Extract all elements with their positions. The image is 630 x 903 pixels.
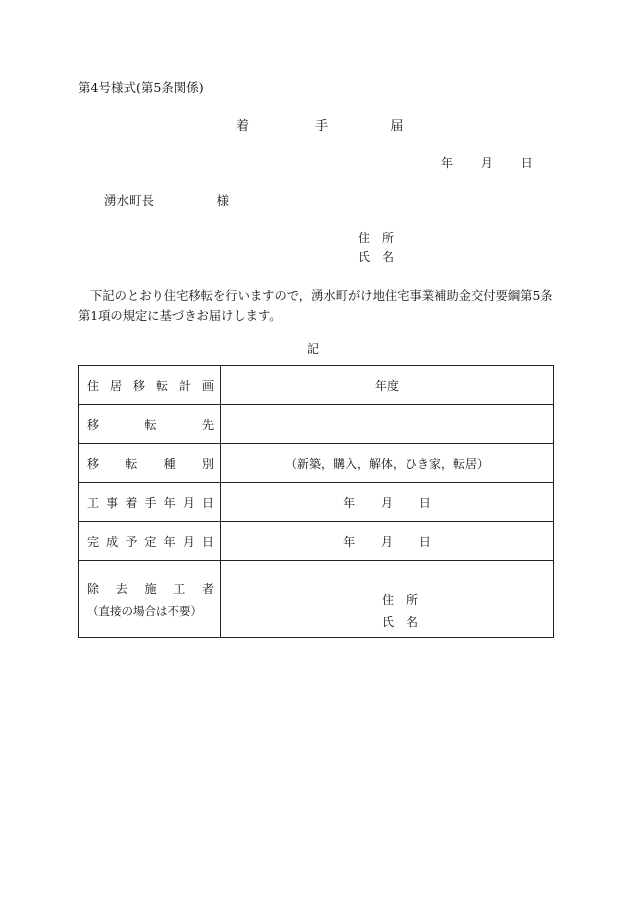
remover-label: 除去施工者 <box>87 581 214 596</box>
table-row <box>79 483 554 522</box>
table-row <box>79 561 554 638</box>
detail-table <box>78 365 554 638</box>
applicant-name-label: 氏 名 <box>358 250 395 264</box>
table-row <box>79 522 554 561</box>
row-value-remover <box>221 561 554 638</box>
remover-note: （直接の場合は不要） <box>87 603 202 618</box>
row-value-completion-date <box>221 522 554 561</box>
date-line <box>441 157 533 169</box>
form-number: 第4号様式(第5条関係) <box>78 80 204 95</box>
table-row <box>79 444 554 483</box>
completion-year: 年 <box>343 534 356 549</box>
remover-label-stack <box>87 580 214 619</box>
row-value-relocation-plan: 年度 <box>221 366 554 405</box>
document-title <box>236 120 403 133</box>
row-value-relocation-type: （新築，購入，解体，ひき家，転居） <box>221 444 554 483</box>
row-value-destination <box>221 405 554 444</box>
row-value-start-date <box>221 483 554 522</box>
remover-address-label: 住 所 <box>382 593 419 607</box>
title-char-2: 手 <box>315 119 329 134</box>
body-text: 下記のとおり住宅移転を行いますので，湧水町がけ地住宅事業補助金交付要綱第5条第1項の規定に基づきお届けします。 <box>78 289 553 323</box>
date-year: 年 <box>441 156 454 170</box>
applicant-address-label: 住 所 <box>358 231 395 245</box>
remover-name-label: 氏 名 <box>382 615 419 629</box>
table-row <box>79 405 554 444</box>
title-char-3: 届 <box>390 119 404 134</box>
row-label-completion-date: 完成予定年月日 <box>79 522 221 561</box>
date-day: 日 <box>520 156 533 170</box>
title-char-1: 着 <box>236 119 250 134</box>
row-label-relocation-type: 移転種別 <box>79 444 221 483</box>
start-month: 月 <box>380 495 393 510</box>
start-day: 日 <box>418 495 431 510</box>
ki-heading: 記 <box>307 342 320 356</box>
row-label-start-date: 工事着手年月日 <box>79 483 221 522</box>
row-label-relocation-plan: 住居移転計画 <box>79 366 221 405</box>
table-row <box>79 366 554 405</box>
start-year: 年 <box>343 495 356 510</box>
row-label-destination: 移転先 <box>79 405 221 444</box>
completion-month: 月 <box>380 534 393 549</box>
date-month: 月 <box>480 156 493 170</box>
row-label-remover <box>79 561 221 638</box>
addressee: 湧水町長 様 <box>104 193 230 208</box>
completion-day: 日 <box>418 534 431 549</box>
